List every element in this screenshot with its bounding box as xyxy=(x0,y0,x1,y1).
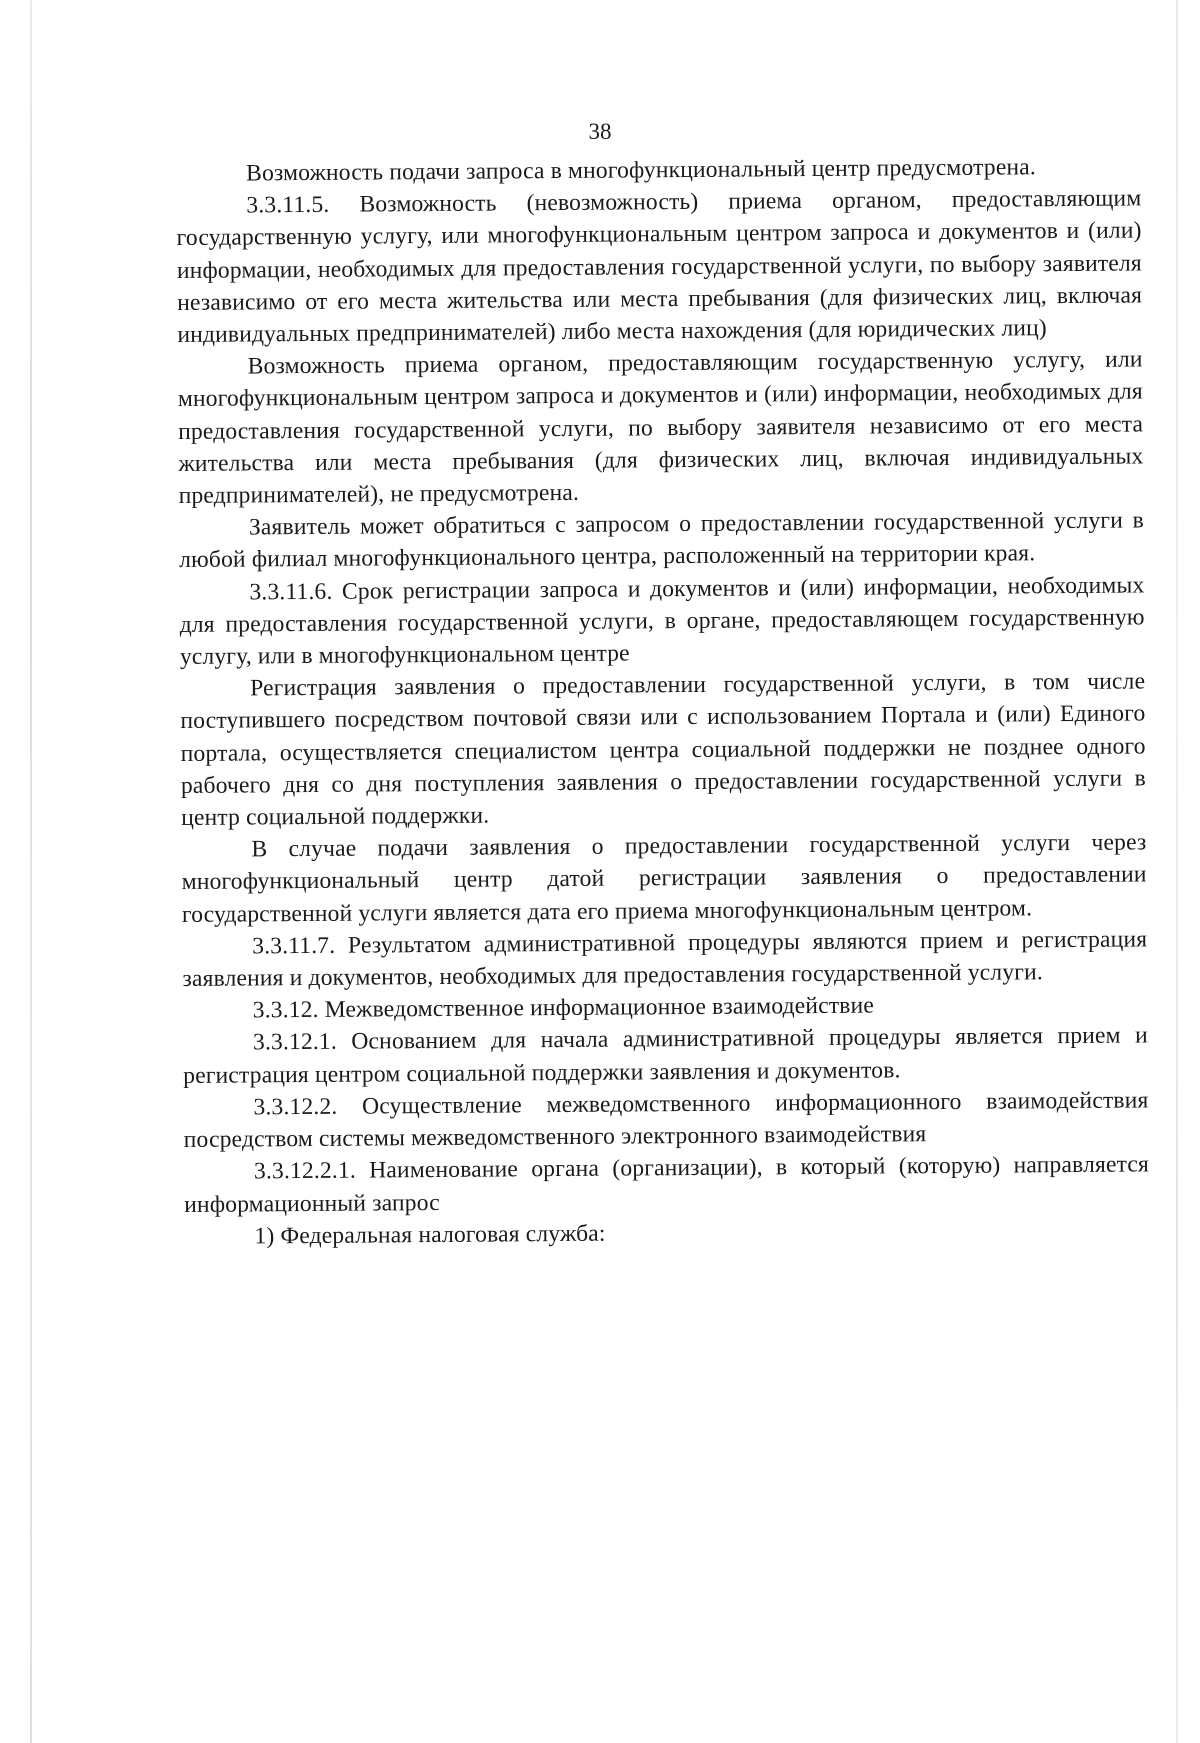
heading-3-3-12: 3.3.12. Межведомственное информационное взаимодействие xyxy=(252,992,875,1024)
body-text xyxy=(176,150,1150,1252)
page-number: 38 xyxy=(588,119,612,144)
paragraph-applicant-branch: Заявитель может обратиться с запросом о предоставлении государственной услуги в любой филиал многофункционального центра, расположенный на территории края. xyxy=(179,507,1144,574)
paragraph-mfc-registration-date: В случае подачи заявления о предоставлении государственной услуги через многофункциональный центр датой регистрации заявления о предоставлении государственной услуги является дата его приема многофункциональным центром. xyxy=(181,829,1147,928)
paragraph-3-3-11-6: 3.3.11.6. Срок регистрации запроса и документов и (или) информации, необходимых для предоставления государственной услуги, в органе, предоставляющем государственную услугу, или в многофункциональном центре xyxy=(179,572,1145,671)
scan-edge-left xyxy=(30,0,32,1743)
paragraph-3-3-12-1: 3.3.12.1. Основанием для начала административной процедуры является прием и регистрация центром социальной поддержки заявления и документов. xyxy=(183,1022,1149,1089)
paragraph-3-3-12-2: 3.3.12.2. Осуществление межведомственного информационного взаимодействия посредством системы межведомственного электронного взаимодействия xyxy=(183,1087,1149,1154)
paragraph-3-3-11-7: 3.3.11.7. Результатом административной процедуры являются прием и регистрация заявления и документов, необходимых для предоставления государственной услуги. xyxy=(182,926,1148,993)
paragraph-reception-possibility: Возможность приема органом, предоставляющим государственную услугу, или многофункциональным центром запроса и документов и (или) информации, необходимых для предоставления государственной услуги, по выбору заявителя независимо от его места жительства или места пребывания (для физических лиц, включая индивидуальных предпринимателей), не предусмотрена. xyxy=(177,346,1144,510)
paragraph-3-3-12-2-1: 3.3.12.2.1. Наименование органа (организации), в который (которую) направляется информационный запрос xyxy=(184,1151,1150,1218)
list-item-fns: 1) Федеральная налоговая служба: xyxy=(254,1220,606,1250)
paragraph-mfc-possibility: Возможность подачи запроса в многофункциональный центр предусмотрена. xyxy=(246,154,1036,187)
paragraph-registration: Регистрация заявления о предоставлении государственной услуги, в том числе поступившего посредством почтовой связи или с использованием Портала и (или) Единого портала, осуществляется специалистом центра социальной поддержки не позднее одного рабочего дня со дня поступления заявления о предоставлении государственной услуги в центр социальной поддержки. xyxy=(180,668,1147,832)
paragraph-3-3-11-5: 3.3.11.5. Возможность (невозможность) приема органом, предоставляющим государственную услугу, или многофункциональным центром запроса и документов и (или) информации, необходимых для предоставления государственной услуги, по выбору заявителя независимо от его места жительства или места пребывания (для физических лиц, включая индивидуальных предпринимателей) либо места нахождения (для юридических лиц) xyxy=(176,185,1143,349)
scan-edge-right xyxy=(1176,0,1178,1743)
